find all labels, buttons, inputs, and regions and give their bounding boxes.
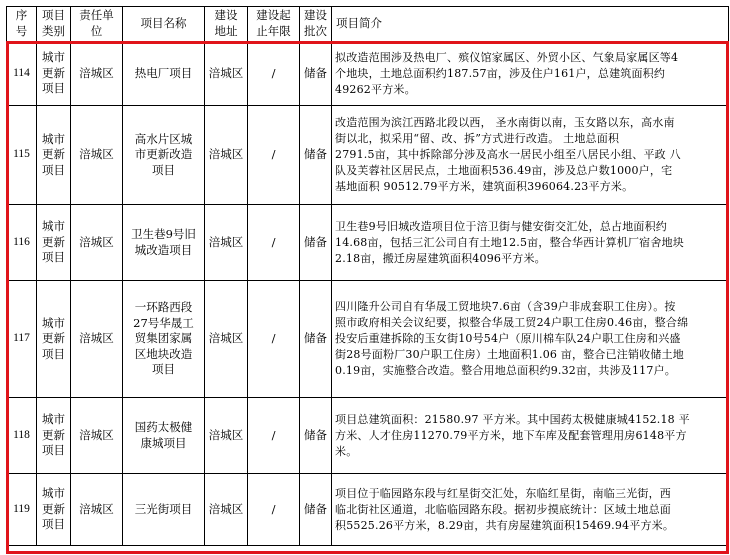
cell-address: 涪城区 xyxy=(205,205,248,281)
cell-no: 118 xyxy=(7,398,37,474)
cell-years: / xyxy=(248,42,300,106)
header-category: 项目 类别 xyxy=(37,7,71,42)
project-table xyxy=(6,6,729,546)
table-header-row xyxy=(7,7,729,42)
cell-intro: 卫生巷9号旧城改造项目位于涪卫街与健安街交汇处，总占地面积约 14.68亩，包括三汇公司自有土地12.5亩，整合华西计算机厂宿舍地块 2.18亩，搬迁房屋建筑面积4096平方米。 xyxy=(332,205,729,281)
cell-name: 高水片区城 市更新改造 项目 xyxy=(123,106,205,205)
cell-no: 119 xyxy=(7,474,37,546)
cell-batch: 储备 xyxy=(300,398,332,474)
cell-unit: 涪城区 xyxy=(71,42,123,106)
cell-name: 一环路西段 27号华晟工 贸集团家属 区地块改造 项目 xyxy=(123,281,205,398)
cell-address: 涪城区 xyxy=(205,474,248,546)
cell-category: 城市 更新 项目 xyxy=(37,474,71,546)
table-row xyxy=(7,398,729,474)
cell-unit: 涪城区 xyxy=(71,398,123,474)
cell-address: 涪城区 xyxy=(205,106,248,205)
cell-batch: 储备 xyxy=(300,106,332,205)
header-address: 建设 地址 xyxy=(205,7,248,42)
cell-category: 城市 更新 项目 xyxy=(37,205,71,281)
cell-batch: 储备 xyxy=(300,474,332,546)
cell-name: 热电厂项目 xyxy=(123,42,205,106)
cell-name: 国药太极健 康城项目 xyxy=(123,398,205,474)
table-row xyxy=(7,474,729,546)
cell-batch: 储备 xyxy=(300,205,332,281)
cell-batch: 储备 xyxy=(300,281,332,398)
table-row xyxy=(7,205,729,281)
header-name: 项目名称 xyxy=(123,7,205,42)
cell-years: / xyxy=(248,106,300,205)
cell-intro: 四川隆升公司自有华晟工贸地块7.6亩（含39户非成套职工住房）。按 照市政府相关会议纪要，拟整合华晟工贸24户职工住房0.46亩，整合绵 投安后重建拆除的玉女街10号54户（原川棉车队24户职工住房和兴盛 街28号面粉厂30户职工住房）土地面积1.06 亩，整合已注销收储土地 0.19亩，实施整合改造。整合用地总面积约9.32亩，共涉及117户。 xyxy=(332,281,729,398)
cell-category: 城市 更新 项目 xyxy=(37,398,71,474)
cell-no: 116 xyxy=(7,205,37,281)
cell-name: 卫生巷9号旧 城改造项目 xyxy=(123,205,205,281)
cell-address: 涪城区 xyxy=(205,281,248,398)
cell-years: / xyxy=(248,281,300,398)
header-years: 建设起 止年限 xyxy=(248,7,300,42)
cell-years: / xyxy=(248,474,300,546)
cell-unit: 涪城区 xyxy=(71,281,123,398)
cell-years: / xyxy=(248,398,300,474)
table-row xyxy=(7,42,729,106)
cell-address: 涪城区 xyxy=(205,398,248,474)
cell-unit: 涪城区 xyxy=(71,106,123,205)
cell-no: 115 xyxy=(7,106,37,205)
table-row xyxy=(7,106,729,205)
cell-name: 三光街项目 xyxy=(123,474,205,546)
cell-intro: 项目位于临园路东段与红星街交汇处，东临红星街，南临三光街，西 临北街社区通道，北临临园路东段。据初步摸底统计：区域土地总面 积5525.26平方米，8.29亩，共有房屋建筑面积15469.94平方米。 xyxy=(332,474,729,546)
cell-no: 114 xyxy=(7,42,37,106)
table-row xyxy=(7,281,729,398)
cell-intro: 项目总建筑面积：21580.97 平方米。其中国药太极健康城4152.18 平 方米、人才住房11270.79平方米，地下车库及配套管理用房6148平方 米。 xyxy=(332,398,729,474)
cell-unit: 涪城区 xyxy=(71,205,123,281)
cell-address: 涪城区 xyxy=(205,42,248,106)
cell-no: 117 xyxy=(7,281,37,398)
header-batch: 建设 批次 xyxy=(300,7,332,42)
cell-category: 城市 更新 项目 xyxy=(37,281,71,398)
header-intro: 项目简介 xyxy=(332,7,729,42)
cell-intro: 拟改造范围涉及热电厂、殡仪馆家属区、外贸小区、气象局家属区等4 个地块，土地总面积约187.57亩，涉及住户161户，总建筑面积约 49262平方米。 xyxy=(332,42,729,106)
cell-years: / xyxy=(248,205,300,281)
cell-unit: 涪城区 xyxy=(71,474,123,546)
cell-batch: 储备 xyxy=(300,42,332,106)
cell-category: 城市 更新 项目 xyxy=(37,106,71,205)
header-unit: 责任单 位 xyxy=(71,7,123,42)
header-no: 序 号 xyxy=(7,7,37,42)
cell-intro: 改造范围为滨江西路北段以西， 圣水南街以南，玉女路以东，高水南 街以北，拟采用“留、改、拆”方式进行改造。 土地总面积 2791.5亩，其中拆除部分涉及高水一居民小组至八居民小组、平政 八 队及芙蓉社区居民点，土地面积536.49亩，涉及总户数1000户，宅 基地面积 90512.79平方米，建筑面积396064.23平方米。 xyxy=(332,106,729,205)
cell-category: 城市 更新 项目 xyxy=(37,42,71,106)
